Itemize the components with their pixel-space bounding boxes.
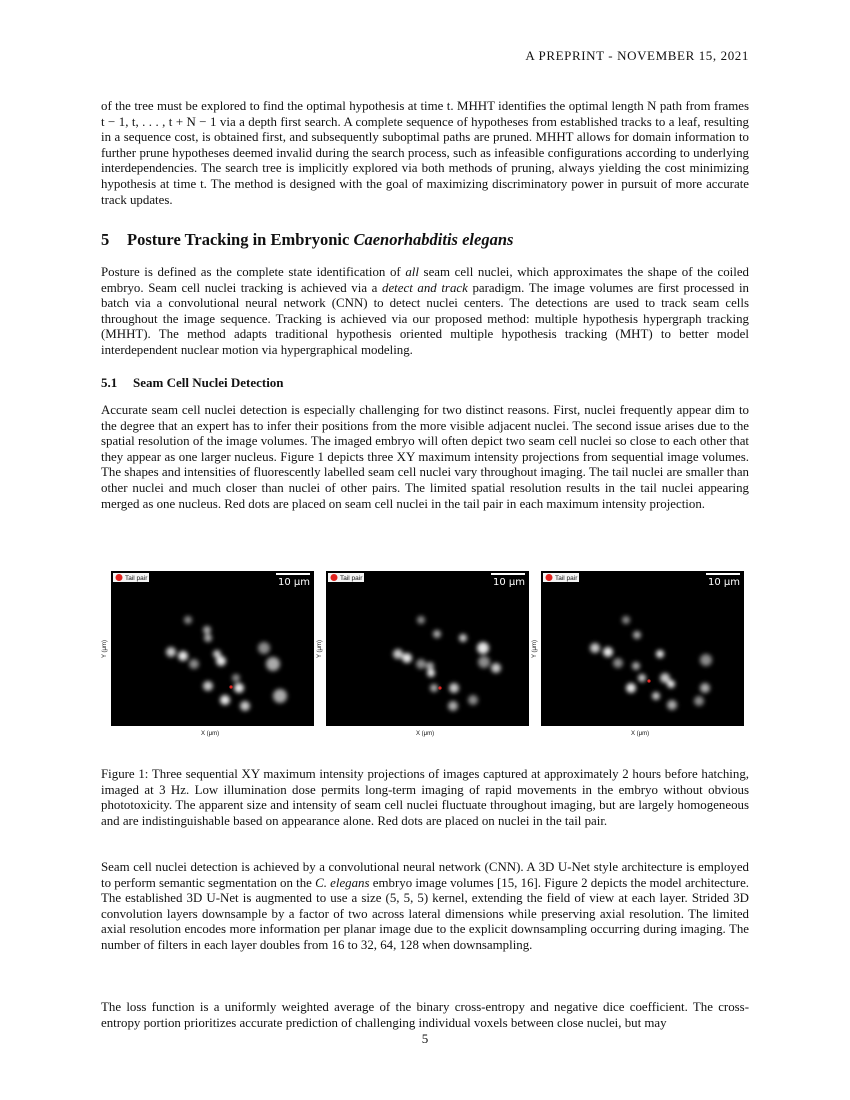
nucleus [700, 683, 710, 693]
nucleus [266, 657, 280, 671]
text-run: seam cell nuclei, which approximates the shape of the coiled embryo. Seam cell nuclei tracking is achieved via a [101, 265, 749, 295]
scale-bar [491, 573, 525, 575]
nucleus [652, 692, 660, 700]
nucleus [491, 663, 501, 673]
nucleus [459, 634, 467, 642]
nucleus [603, 647, 613, 657]
figure-1 [102, 568, 748, 738]
subsection-title: Seam Cell Nuclei Detection [133, 375, 284, 390]
nucleus [656, 650, 664, 658]
nucleus [220, 695, 230, 705]
nucleus [626, 683, 636, 693]
image-background [541, 571, 744, 726]
legend-label: Tail pair [555, 575, 578, 582]
nucleus [402, 653, 412, 663]
nucleus [478, 656, 490, 668]
nucleus [393, 649, 403, 659]
x-axis-label: X (μm) [631, 731, 650, 737]
nucleus [417, 616, 425, 624]
subsection-5-1-heading [101, 375, 284, 391]
figure-1-caption: Figure 1: Three sequential XY maximum intensity projections of images captured at approximately 2 hours before hatching, imaged at 3 Hz. Low illumination dose permits long-term imaging of rapid movements in the embryo without obvious phototoxicity. The apparent size and intensity of seam cell nuclei fluctuate throughout imaging, but are largely homogeneous and are indistinguishable based on appearance alone. Red dots are placed on nuclei in the tail pair. [101, 767, 749, 828]
image-background [111, 571, 314, 726]
page-number: 5 [421, 1031, 429, 1046]
nucleus [433, 630, 441, 638]
nucleus [258, 642, 270, 654]
nucleus [694, 696, 704, 706]
section-title-italic: Caenorhabditis elegans [353, 230, 514, 249]
scale-bar-label: 10 μm [708, 577, 741, 588]
mip-panel-1 [102, 568, 318, 738]
subsection-number: 5.1 [101, 375, 118, 390]
nucleus [273, 689, 287, 703]
x-axis-label: X (μm) [416, 731, 435, 737]
section-5-heading [101, 230, 513, 250]
nucleus [203, 626, 211, 634]
x-axis-label: X (μm) [201, 731, 220, 737]
y-axis-label: Y (μm) [317, 639, 323, 658]
mip-image-3 [532, 568, 748, 738]
nucleus [613, 658, 623, 668]
paragraph-posture-intro [101, 265, 749, 359]
nucleus [430, 684, 438, 692]
nucleus [184, 616, 192, 624]
nucleus [416, 659, 426, 669]
paragraph-cnn-architecture [101, 860, 749, 954]
legend-label: Tail pair [340, 575, 363, 582]
mip-panel-3 [532, 568, 748, 738]
paragraph-loss-function: The loss function is a uniformly weighted average of the binary cross-entropy and negative dice coefficient. The cross-entropy portion prioritizes accurate prediction of challenging individual voxels between close nuclei, but may [101, 1000, 749, 1030]
nucleus [427, 669, 435, 677]
nucleus [166, 647, 176, 657]
nucleus [426, 662, 434, 670]
nucleus [448, 701, 458, 711]
image-background [326, 571, 529, 726]
nucleus [477, 642, 489, 654]
section-number: 5 [101, 230, 110, 249]
legend-label: Tail pair [125, 575, 148, 582]
nucleus [178, 651, 188, 661]
nucleus [632, 662, 640, 670]
scale-bar-label: 10 μm [493, 577, 526, 588]
nucleus [189, 659, 199, 669]
nucleus [590, 643, 600, 653]
nucleus [232, 674, 240, 682]
tail-pair-marker [438, 686, 441, 689]
scale-bar [706, 573, 740, 575]
nucleus [667, 700, 677, 710]
nucleus [638, 674, 646, 682]
y-axis-label: Y (μm) [102, 639, 108, 658]
running-header: A PREPRINT - NOVEMBER 15, 2021 [525, 48, 749, 63]
text-run: Posture is defined as the complete state identification of [101, 265, 406, 279]
mip-image-2 [317, 568, 533, 738]
nucleus [204, 634, 212, 642]
nucleus [622, 616, 630, 624]
nucleus [700, 654, 712, 666]
nucleus [667, 680, 675, 688]
nucleus [633, 631, 641, 639]
legend-marker [546, 574, 553, 581]
mip-panel-2 [317, 568, 533, 738]
nucleus [234, 683, 244, 693]
nucleus [468, 695, 478, 705]
paragraph-mhht-search: of the tree must be explored to find the optimal hypothesis at time t. MHHT identifies the optimal length N path from frames t − 1, t, . . . , t + N − 1 via a depth first search. A complete sequence of hypotheses from established tracks to a leaf, resulting in a sequence cost, is obtained first, and subsequently suboptimal paths are pruned. MHHT allows for domain information to further prune hypotheses deemed invalid during the search process, such as infeasible configurations according to underlying interdependencies. The search tree is implicitly explored via both methods of pruning, always yielding the cost minimizing hypothesis at time t. The method is designed with the goal of maximizing discriminatory power in pursuit of more accurate track updates. [101, 99, 749, 207]
text-run: Seam cell nuclei detection is achieved by a convolutional neural network (CNN). A 3D U-Net style architecture is employed to perform semantic segmentation on the [101, 860, 749, 890]
emphasis: detect and track [382, 280, 468, 295]
emphasis: all [405, 265, 419, 279]
emphasis: C. elegans [315, 875, 370, 890]
legend-marker [116, 574, 123, 581]
scale-bar [276, 573, 310, 575]
tail-pair-marker [647, 679, 650, 682]
nucleus [449, 683, 459, 693]
scale-bar-label: 10 μm [278, 577, 311, 588]
y-axis-label: Y (μm) [532, 639, 538, 658]
nucleus [216, 656, 226, 666]
nucleus [240, 701, 250, 711]
text-run: embryo image volumes [15, 16]. Figure 2 depicts the model architecture. The established 3D U-Net is augmented to use a size (5, 5, 5) kernel, extending the field of view at each layer. Strided 3D convolution layers downsample by a factor of two across lateral dimensions while preserving axial resolution. The limited axial resolution encodes more information per planar image due to the explicit downsampling occurring during imaging. The number of filters in each layer doubles from 16 to 32, 64, 128 when downsampling. [101, 875, 750, 952]
tail-pair-marker [229, 685, 232, 688]
legend-marker [331, 574, 338, 581]
section-title-plain: Posture Tracking in Embryonic [127, 230, 354, 249]
text-run: paradigm. The image volumes are first processed in batch via a convolutional neural network (CNN) to detect nuclei centers. The detections are used to track seam cells throughout the image sequence. Tracking is achieved via our proposed method: multiple hypothesis hypergraph tracking (MHHT). The method adapts traditional hypothesis oriented multiple hypothesis tracking (MHT) to better model interdependent nuclear motion via hypergraphical modeling. [101, 280, 749, 357]
nucleus [203, 681, 213, 691]
paragraph-detection-challenges: Accurate seam cell nuclei detection is especially challenging for two distinct reasons. First, nuclei frequently appear dim to the degree that an expert has to infer their positions from the more visible adjacent nuclei. The second issue arises due to the spatial resolution of the image volumes. The imaged embryo will often depict two seam cell nuclei so close to each other that they appear as one larger nucleus. Figure 1 depicts three XY maximum intensity projections from sequential image volumes. The shapes and intensities of fluorescently labelled seam cell nuclei vary throughout imaging. The tail nuclei are smaller than other nuclei and much closer than nuclei of other pairs. The limited spatial resolution results in the tail nuclei appearing merged as one nucleus. Red dots are placed on seam cell nuclei in the tail pair in each maximum intensity projection. [101, 403, 749, 511]
mip-image-1 [102, 568, 318, 738]
